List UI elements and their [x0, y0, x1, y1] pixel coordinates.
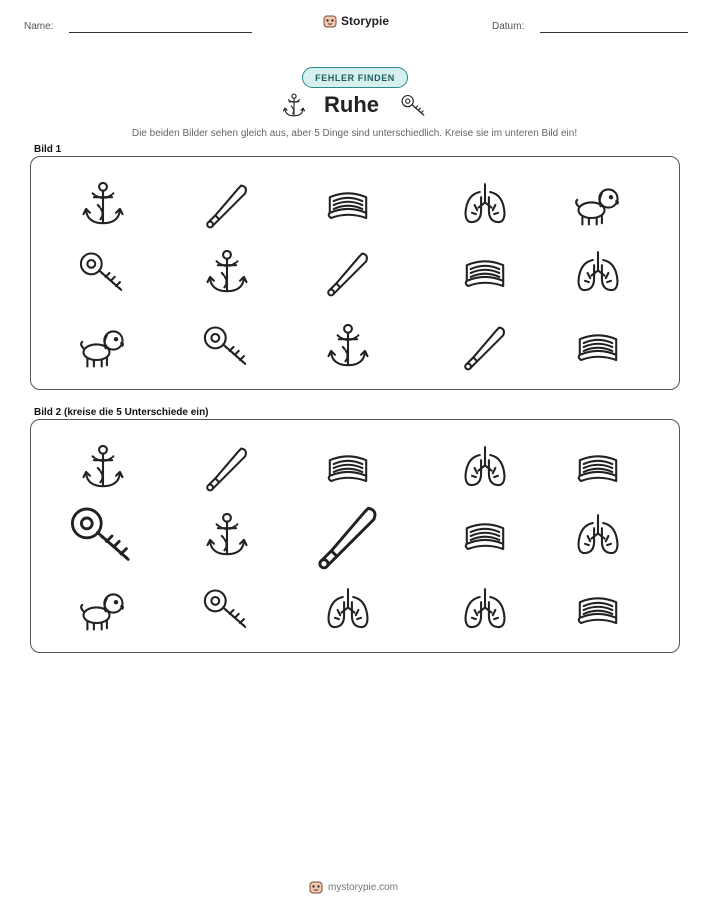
dog-icon: [572, 179, 624, 231]
key-icon: [400, 92, 428, 120]
page-title: Ruhe: [324, 92, 379, 117]
anchor-icon[interactable]: [201, 510, 253, 562]
brand-name: Storypie: [341, 14, 390, 28]
name-label: Name:: [24, 21, 54, 32]
footer: [309, 880, 398, 894]
bat-icon[interactable]: [201, 442, 253, 494]
blanket-icon[interactable]: [572, 584, 624, 636]
title-row: [280, 90, 430, 124]
blanket-icon: [572, 321, 624, 373]
lungs-icon[interactable]: [572, 510, 624, 562]
picture-1-frame: [30, 156, 680, 390]
storypie-logo-icon: [309, 880, 323, 894]
bat-icon: [322, 247, 374, 299]
instruction-text: Die beiden Bilder sehen gleich aus, aber 5 Dinge sind unterschiedlich. Kreise sie im unteren Bild ein!: [131, 128, 578, 139]
key-icon[interactable]: [201, 584, 253, 636]
lungs-icon[interactable]: [459, 442, 511, 494]
lungs-icon: [459, 179, 511, 231]
lungs-icon[interactable]: [459, 584, 511, 636]
bat-icon: [459, 321, 511, 373]
date-line[interactable]: [540, 32, 688, 33]
bat-icon[interactable]: [311, 499, 385, 573]
blanket-icon: [322, 179, 374, 231]
picture-2-label: Bild 2 (kreise die 5 Unterschiede ein): [34, 407, 209, 418]
anchor-icon: [201, 247, 253, 299]
picture-2-frame[interactable]: [30, 419, 680, 653]
lungs-icon[interactable]: [322, 584, 374, 636]
anchor-icon: [280, 92, 308, 120]
lungs-icon: [572, 247, 624, 299]
blanket-icon[interactable]: [572, 442, 624, 494]
brand: [323, 14, 389, 28]
key-icon: [77, 247, 129, 299]
dog-icon: [77, 321, 129, 373]
date-field: [492, 20, 688, 33]
footer-url: mystorypie.com: [328, 881, 399, 893]
anchor-icon: [77, 179, 129, 231]
activity-badge: FEHLER FINDEN: [302, 67, 408, 88]
anchor-icon: [322, 321, 374, 373]
anchor-icon[interactable]: [77, 442, 129, 494]
blanket-icon[interactable]: [322, 442, 374, 494]
date-label: Datum:: [492, 21, 525, 32]
storypie-logo-icon: [323, 14, 337, 28]
key-icon: [201, 321, 253, 373]
name-field: [24, 20, 252, 33]
name-line[interactable]: [69, 32, 252, 33]
key-icon[interactable]: [67, 500, 139, 572]
blanket-icon[interactable]: [459, 510, 511, 562]
blanket-icon: [459, 247, 511, 299]
bat-icon: [201, 179, 253, 231]
dog-icon[interactable]: [77, 584, 129, 636]
picture-1-label: Bild 1: [34, 144, 62, 155]
